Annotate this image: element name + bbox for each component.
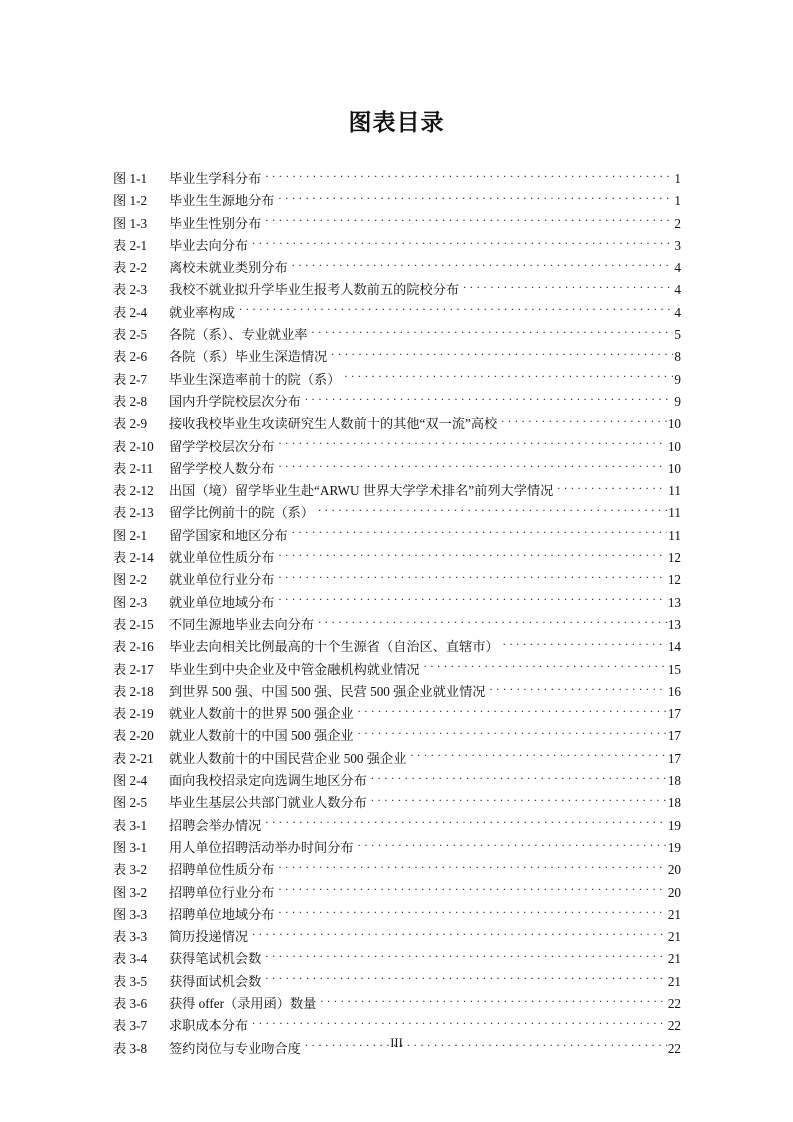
toc-entry[interactable] [113,547,681,569]
toc-entry[interactable] [113,815,681,837]
toc-entry-page-number: 4 [674,304,681,320]
toc-entry-page-number: 1 [674,193,681,209]
toc-entry-label: 表 2-17 [113,661,154,677]
toc-entry-label: 表 3-2 [113,862,148,878]
toc-entry-label: 图 1-1 [113,171,148,186]
toc-dot-leader [265,817,667,830]
toc-entry-title: 毕业生到中央企业及中管金融机构就业情况 [169,661,420,677]
toc-entry-label: 表 2-3 [113,282,148,298]
toc-dot-leader [279,906,667,919]
toc-dot-leader [279,861,667,874]
toc-entry-label: 表 2-2 [113,260,148,276]
toc-entry-page-number: 5 [674,327,681,343]
toc-entry-page-number: 9 [674,393,681,409]
toc-entry-label: 图 2-2 [113,572,148,588]
toc-entry-page-number: 22 [667,1018,681,1034]
toc-entry-label: 图 2-1 [113,527,148,543]
toc-entry[interactable] [113,1015,681,1037]
toc-entry[interactable] [113,235,681,257]
toc-dot-leader [305,393,674,406]
toc-entry-title: 面向我校招录定向选调生地区分布 [169,773,367,789]
toc-entry[interactable] [113,971,681,993]
toc-entry-label: 表 2-12 [113,483,154,499]
toc-entry-title: 毕业生深造率前十的院（系） [169,371,341,387]
toc-dot-leader [318,616,667,629]
toc-entry-title: 获得面试机会数 [169,973,262,989]
toc-entry-page-number: 15 [667,661,681,677]
toc-entry[interactable] [113,302,681,324]
toc-dot-leader [410,750,666,763]
toc-entry[interactable] [113,748,681,770]
toc-entry-title: 获得笔试机会数 [169,951,262,967]
page-title: 图表目录 [348,110,445,135]
toc-dot-leader [501,415,667,428]
toc-entry-title: 留学学校人数分布 [169,460,275,476]
toc-entry[interactable] [113,168,681,190]
toc-entry-label: 表 2-16 [113,639,154,655]
toc-entry[interactable] [113,257,681,279]
toc-entry-title: 毕业生基层公共部门就业人数分布 [169,795,367,811]
toc-dot-leader [371,794,667,807]
toc-entry-title: 就业人数前十的中国民营企业 500 强企业 [169,750,407,766]
toc-entry[interactable] [113,681,681,703]
toc-entry-label: 表 3-5 [113,973,148,989]
toc-dot-leader [318,504,667,517]
toc-entry-label: 表 2-1 [113,237,148,253]
toc-entry[interactable] [113,413,681,435]
toc-entry-label: 表 2-15 [113,616,154,632]
toc-entry-label: 表 2-10 [113,438,154,454]
toc-dot-leader [252,1017,667,1030]
toc-entry-title: 毕业去向分布 [169,237,249,253]
toc-entry-page-number: 3 [674,237,681,253]
toc-entry-page-number: 22 [667,1040,681,1056]
toc-dot-leader [265,215,673,228]
toc-dot-leader [358,839,667,852]
toc-entry-title: 毕业生性别分布 [169,215,262,231]
toc-entry[interactable] [113,703,681,725]
toc-entry-label: 表 2-14 [113,550,154,566]
toc-entry-page-number: 9 [674,371,681,387]
toc-entry-page-number: 20 [667,884,681,900]
toc-entry-page-number: 21 [667,929,681,945]
toc-dot-leader [344,371,673,384]
toc-entry-title: 就业单位性质分布 [169,550,275,566]
toc-entry-page-number: 16 [667,683,681,699]
toc-entry-page-number: 10 [667,460,681,476]
toc-dot-leader [503,638,667,651]
toc-entry-page-number: 17 [667,750,681,766]
toc-entry-page-number: 10 [667,438,681,454]
toc-entry-label: 图 3-3 [113,906,148,922]
toc-entry-title: 留学国家和地区分布 [169,527,288,543]
toc-entry-label: 图 2-5 [113,795,148,811]
toc-entry-title: 毕业去向相关比例最高的十个生源省（自治区、直辖市） [169,639,499,655]
toc-entry-label: 表 2-9 [113,416,148,432]
toc-entry-page-number: 17 [667,706,681,722]
toc-entry-title: 离校未就业类别分布 [169,260,288,276]
toc-dot-leader [358,705,667,718]
toc-dot-leader [265,973,667,986]
toc-dot-leader [279,594,667,607]
toc-entry[interactable] [113,190,681,212]
toc-entry[interactable] [113,480,681,502]
toc-entry-page-number: 21 [667,906,681,922]
toc-entry-title: 就业单位行业分布 [169,572,275,588]
toc-entry[interactable] [113,458,681,480]
toc-entry[interactable] [113,882,681,904]
toc-entry-title: 就业单位地域分布 [169,594,275,610]
toc-dot-leader [311,326,673,339]
toc-entry-label: 图 1-3 [113,215,148,231]
toc-entry[interactable] [113,436,681,458]
toc-dot-leader [358,727,667,740]
toc-entry[interactable] [113,525,681,547]
toc-entry-label: 图 2-3 [113,594,148,610]
toc-entry-title: 出国（境）留学毕业生赴“ARWU 世界大学学术排名”前列大学情况 [169,483,554,499]
toc-dot-leader [252,928,667,941]
toc-entry-page-number: 11 [668,527,681,543]
toc-entry-page-number: 20 [667,862,681,878]
toc-dot-leader [279,192,674,205]
toc-entry[interactable] [113,213,681,235]
toc-entry-label: 表 2-13 [113,505,154,521]
toc-dot-leader [239,304,673,317]
toc-entry-label: 图 3-2 [113,884,148,900]
toc-entry-title: 用人单位招聘活动举办时间分布 [169,839,354,855]
toc-entry[interactable] [113,279,681,301]
toc-entry-page-number: 11 [668,505,681,521]
toc-dot-leader [424,661,667,674]
toc-dot-leader [292,527,668,540]
toc-entry-page-number: 1 [674,171,681,186]
toc-entry-page-number: 22 [667,995,681,1011]
footer-page-number: III [390,1036,403,1050]
toc-dot-leader [279,460,667,473]
toc-dot-leader [557,482,667,495]
toc-dot-leader [265,170,673,183]
toc-entry-title: 获得 offer（录用函）数量 [169,995,317,1011]
table-of-contents-list [113,168,681,1060]
toc-dot-leader [279,549,667,562]
toc-entry[interactable] [113,904,681,926]
toc-entry-title: 招聘单位地域分布 [169,906,275,922]
toc-entry-page-number: 4 [674,282,681,298]
toc-entry-page-number: 12 [667,572,681,588]
toc-entry-label: 表 2-8 [113,393,148,409]
toc-entry-title: 留学学校层次分布 [169,438,275,454]
toc-entry[interactable] [113,592,681,614]
toc-entry[interactable] [113,346,681,368]
toc-entry-page-number: 21 [667,973,681,989]
toc-entry-page-number: 19 [667,839,681,855]
toc-entry[interactable] [113,770,681,792]
toc-entry[interactable] [113,926,681,948]
toc-entry-label: 表 2-11 [113,460,154,476]
toc-entry-label: 图 1-2 [113,193,148,209]
toc-entry-title: 就业人数前十的世界 500 强企业 [169,706,354,722]
toc-entry-label: 表 2-5 [113,327,148,343]
toc-entry-title: 到世界 500 强、中国 500 强、民营 500 强企业就业情况 [169,683,486,699]
toc-dot-leader [265,950,667,963]
toc-entry-title: 国内升学院校层次分布 [169,393,301,409]
toc-entry-label: 图 3-1 [113,839,148,855]
toc-entry-label: 表 2-18 [113,683,154,699]
toc-entry-label: 表 3-3 [113,929,148,945]
toc-entry[interactable] [113,614,681,636]
toc-entry-page-number: 19 [667,817,681,833]
toc-entry-title: 招聘单位性质分布 [169,862,275,878]
toc-entry-page-number: 17 [667,728,681,744]
toc-entry-page-number: 18 [667,795,681,811]
toc-entry[interactable] [113,391,681,413]
toc-entry-label: 表 2-7 [113,371,148,387]
toc-entry-title: 毕业生学科分布 [169,171,262,186]
toc-entry[interactable] [113,948,681,970]
toc-entry-label: 表 2-19 [113,706,154,722]
toc-entry-label: 表 2-20 [113,728,154,744]
toc-entry-page-number: 14 [667,639,681,655]
toc-dot-leader [279,571,667,584]
toc-entry-title: 各院（系）毕业生深造情况 [169,349,328,365]
toc-entry-page-number: 13 [667,594,681,610]
toc-entry[interactable] [113,659,681,681]
toc-entry[interactable] [113,502,681,524]
toc-entry-title: 简历投递情况 [169,929,249,945]
toc-entry-label: 表 3-4 [113,951,148,967]
toc-entry-page-number: 4 [674,260,681,276]
toc-entry-page-number: 11 [668,483,681,499]
toc-dot-leader [371,772,667,785]
toc-entry-title: 接收我校毕业生攻读研究生人数前十的其他“双一流”高校 [169,416,498,432]
toc-entry-title: 留学比例前十的院（系） [169,505,315,521]
toc-dot-leader [292,259,674,272]
toc-dot-leader [279,438,667,451]
toc-entry[interactable] [113,569,681,591]
toc-entry-page-number: 2 [674,215,681,231]
toc-dot-leader [252,237,673,250]
toc-entry-title: 我校不就业拟升学毕业生报考人数前五的院校分布 [169,282,460,298]
toc-entry-page-number: 13 [667,616,681,632]
toc-entry-label: 表 3-1 [113,817,148,833]
toc-dot-leader [320,995,666,1008]
toc-dot-leader [463,281,673,294]
toc-entry-title: 签约岗位与专业吻合度 [169,1040,301,1056]
toc-entry-label: 表 2-4 [113,304,148,320]
toc-entry[interactable] [113,859,681,881]
toc-entry-title: 就业率构成 [169,304,235,320]
toc-entry[interactable] [113,837,681,859]
toc-entry-title: 不同生源地毕业去向分布 [169,616,315,632]
toc-entry-title: 招聘单位行业分布 [169,884,275,900]
toc-entry-label: 图 2-4 [113,773,148,789]
toc-entry-label: 表 3-7 [113,1018,148,1034]
toc-entry-page-number: 21 [667,951,681,967]
toc-entry-title: 各院（系）、专业就业率 [169,327,308,343]
toc-entry-page-number: 18 [667,773,681,789]
toc-entry-title: 就业人数前十的中国 500 强企业 [169,728,354,744]
toc-entry[interactable] [113,636,681,658]
toc-entry[interactable] [113,993,681,1015]
toc-entry[interactable] [113,324,681,346]
toc-entry-title: 毕业生生源地分布 [169,193,275,209]
toc-entry-page-number: 12 [667,550,681,566]
toc-entry-label: 表 3-8 [113,1040,148,1056]
toc-entry-page-number: 8 [674,349,681,365]
toc-dot-leader [331,348,673,361]
toc-entry-label: 表 2-6 [113,349,148,365]
toc-entry-title: 招聘会举办情况 [169,817,262,833]
toc-entry[interactable] [113,792,681,814]
toc-entry-title: 求职成本分布 [169,1018,249,1034]
toc-dot-leader [490,683,667,696]
toc-entry-label: 表 2-21 [113,750,154,766]
toc-entry[interactable] [113,369,681,391]
toc-entry-page-number: 10 [667,416,681,432]
toc-entry-label: 表 3-6 [113,995,148,1011]
toc-entry[interactable] [113,725,681,747]
toc-dot-leader [279,884,667,897]
